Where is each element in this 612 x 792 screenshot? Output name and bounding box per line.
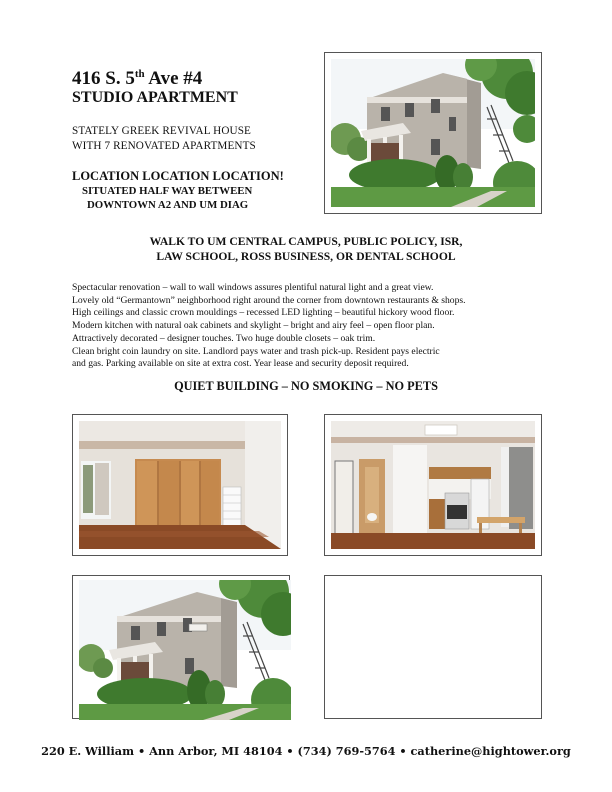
photo-house-exterior-bottom bbox=[72, 575, 290, 719]
campus-proximity bbox=[0, 235, 612, 264]
description-line: and gas. Parking available on site at extra cost. Year lease and security deposit required. bbox=[72, 358, 409, 370]
house-tagline bbox=[72, 124, 256, 153]
campus-line: LAW SCHOOL, ROSS BUSINESS, OR DENTAL SCHOOL bbox=[156, 249, 456, 263]
campus-line: WALK TO UM CENTRAL CAMPUS, PUBLIC POLICY, ISR, bbox=[149, 235, 463, 248]
tagline-line: WITH 7 RENOVATED APARTMENTS bbox=[72, 139, 256, 152]
location-headline: LOCATION LOCATION LOCATION! bbox=[72, 169, 284, 183]
house-exterior-image bbox=[79, 580, 291, 720]
description-paragraph bbox=[72, 282, 552, 371]
photo-kitchen bbox=[324, 414, 542, 556]
building-rules: QUIET BUILDING – NO SMOKING – NO PETS bbox=[174, 379, 438, 393]
address-number: 416 S. 5 bbox=[72, 68, 135, 89]
description-line: Spectacular renovation – wall to wall windows assures plentiful natural light and a great view. bbox=[72, 282, 434, 293]
photo-house-exterior-top bbox=[324, 52, 542, 214]
listing-type: STUDIO APARTMENT bbox=[72, 89, 238, 106]
kitchen-image bbox=[331, 421, 535, 549]
description-line: Modern kitchen with natural oak cabinets and skylight – bright and airy feel – open floor plan. bbox=[72, 320, 435, 332]
contact-footer: 220 E. William • Ann Arbor, MI 48104 • (734) 769-5764 • catherine@hightower.org bbox=[41, 744, 571, 758]
photo-placeholder-empty bbox=[324, 575, 542, 719]
location-line: DOWNTOWN A2 AND UM DIAG bbox=[87, 199, 249, 211]
property-address bbox=[72, 62, 202, 91]
address-street: Ave #4 bbox=[144, 68, 203, 89]
description-line: High ceilings and classic crown mouldings – recessed LED lighting – beautiful hickory wood floor. bbox=[72, 307, 455, 319]
house-exterior-image bbox=[331, 59, 535, 207]
living-room-image bbox=[79, 421, 281, 549]
location-line: SITUATED HALF WAY BETWEEN bbox=[82, 185, 253, 197]
description-line: Clean bright coin laundry on site. Landlord pays water and trash pick-up. Resident pays electric bbox=[72, 345, 440, 357]
description-line: Attractively decorated – designer touches. Two huge double closets – oak trim. bbox=[72, 332, 376, 344]
address-ordinal: th bbox=[134, 68, 145, 80]
description-line: Lovely old “Germantown” neighborhood right around the corner from downtown restaurants & shops. bbox=[72, 294, 466, 306]
tagline-line: STATELY GREEK REVIVAL HOUSE bbox=[72, 125, 251, 137]
photo-living-room bbox=[72, 414, 288, 556]
